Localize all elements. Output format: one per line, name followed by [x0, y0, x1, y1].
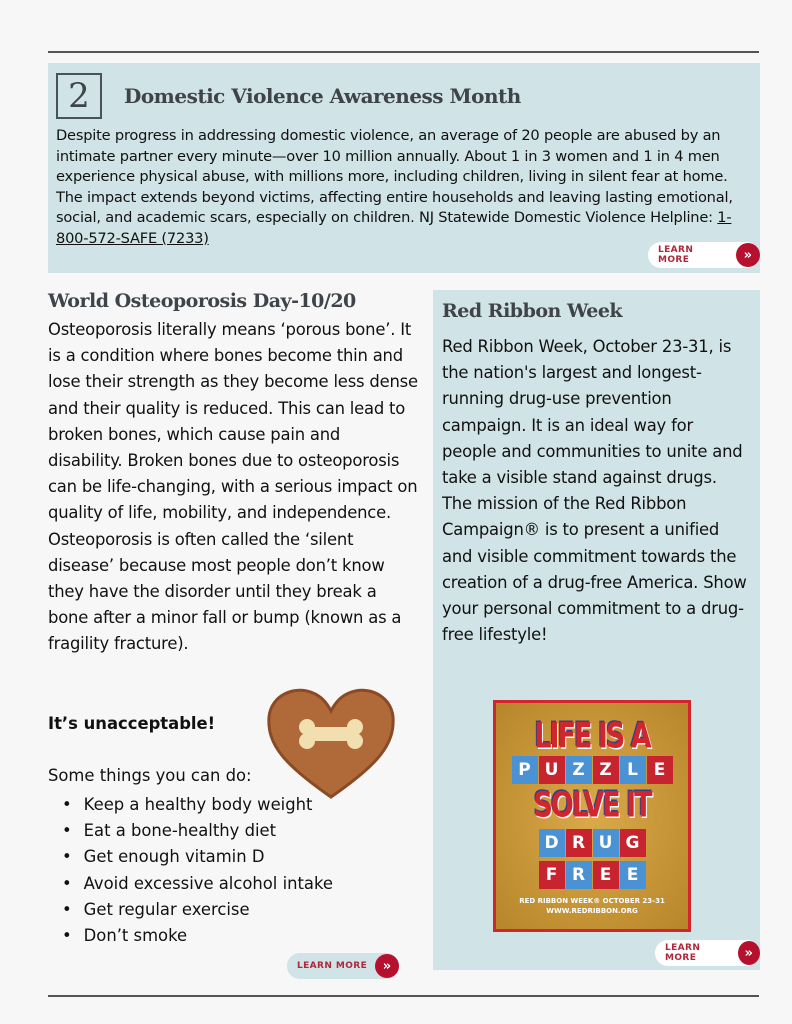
learn-more-button[interactable]: LEARN MORE » [655, 940, 760, 966]
helpline-link[interactable]: 1-800-572-SAFE (7233) [56, 209, 732, 247]
section-number: 2 [56, 73, 102, 119]
list-item: • Get regular exercise [62, 897, 333, 923]
section-title: Red Ribbon Week [442, 300, 623, 322]
list-item: • Don’t smoke [62, 923, 333, 949]
double-chevron-icon: » [375, 954, 399, 978]
list-item: • Get enough vitamin D [62, 844, 333, 870]
list-item: • Avoid excessive alcohol intake [62, 871, 333, 897]
list-item: • Keep a healthy body weight [62, 792, 333, 818]
section-body: Osteoporosis literally means ‘porous bone’. It is a condition where bones become thin and lose their strength as they become less dense and their quality is reduced. This can lead to broken bones, which cause pain and disability. Broken bones due to osteoporosis can be life-changing, with a serious impact on quality of life, mobility, and independence. Osteoporosis is often called the ‘silent disease’ because most people don’t know they have the disorder until they break a bone after a minor fall or bump (known as a fragility fracture). [48, 320, 418, 654]
domestic-violence-panel [48, 63, 760, 273]
learn-more-button[interactable]: LEARN MORE » [648, 242, 760, 268]
osteoporosis-section [48, 290, 418, 658]
section-body: Red Ribbon Week, October 23-31, is the nation's largest and longest-running drug-use prevention campaign. It is an ideal way for people and communities to unite and take a visible stand against drugs. The mission of the Red Ribbon Campaign® is to present a unified and visible commitment towards the creation of a drug-free America. Show your personal commitment to a drug-free lifestyle! [442, 337, 747, 645]
tips-list [62, 792, 333, 949]
bottom-divider [48, 995, 759, 997]
list-item: • Eat a bone-healthy diet [62, 818, 333, 844]
panel-body: Despite progress in addressing domestic violence, an average of 20 people are abused by an intimate partner every minute—over 10 million annually. About 1 in 3 women and 1 in 4 men experience physical abuse, with millions more, including children, living in silent fear at home. The impact extends beyond victims, affecting entire households and leaving lasting emotional, social, and academic scars, especially on children. NJ Statewide Domestic Violence Helpline: 1-800-572-SAFE (7233) [56, 127, 733, 247]
emphasis-text: It’s unacceptable! [48, 714, 216, 733]
red-ribbon-panel [433, 290, 760, 970]
tips-intro: Some things you can do: [48, 766, 252, 785]
heart-bone-icon [265, 685, 397, 800]
red-ribbon-poster: LIFE IS A P U Z Z L E SOLVE IT D R U G F R E E RED RIBBON WEEK® OCTOBER 23-31 WWW.REDRIBBON.ORG [493, 700, 691, 932]
section-title: World Osteoporosis Day-10/20 [48, 290, 356, 312]
double-chevron-icon: » [736, 243, 760, 267]
panel-title: Domestic Violence Awareness Month [124, 84, 521, 108]
double-chevron-icon: » [738, 941, 760, 965]
top-divider [48, 51, 759, 53]
learn-more-button[interactable]: LEARN MORE » [287, 953, 399, 979]
